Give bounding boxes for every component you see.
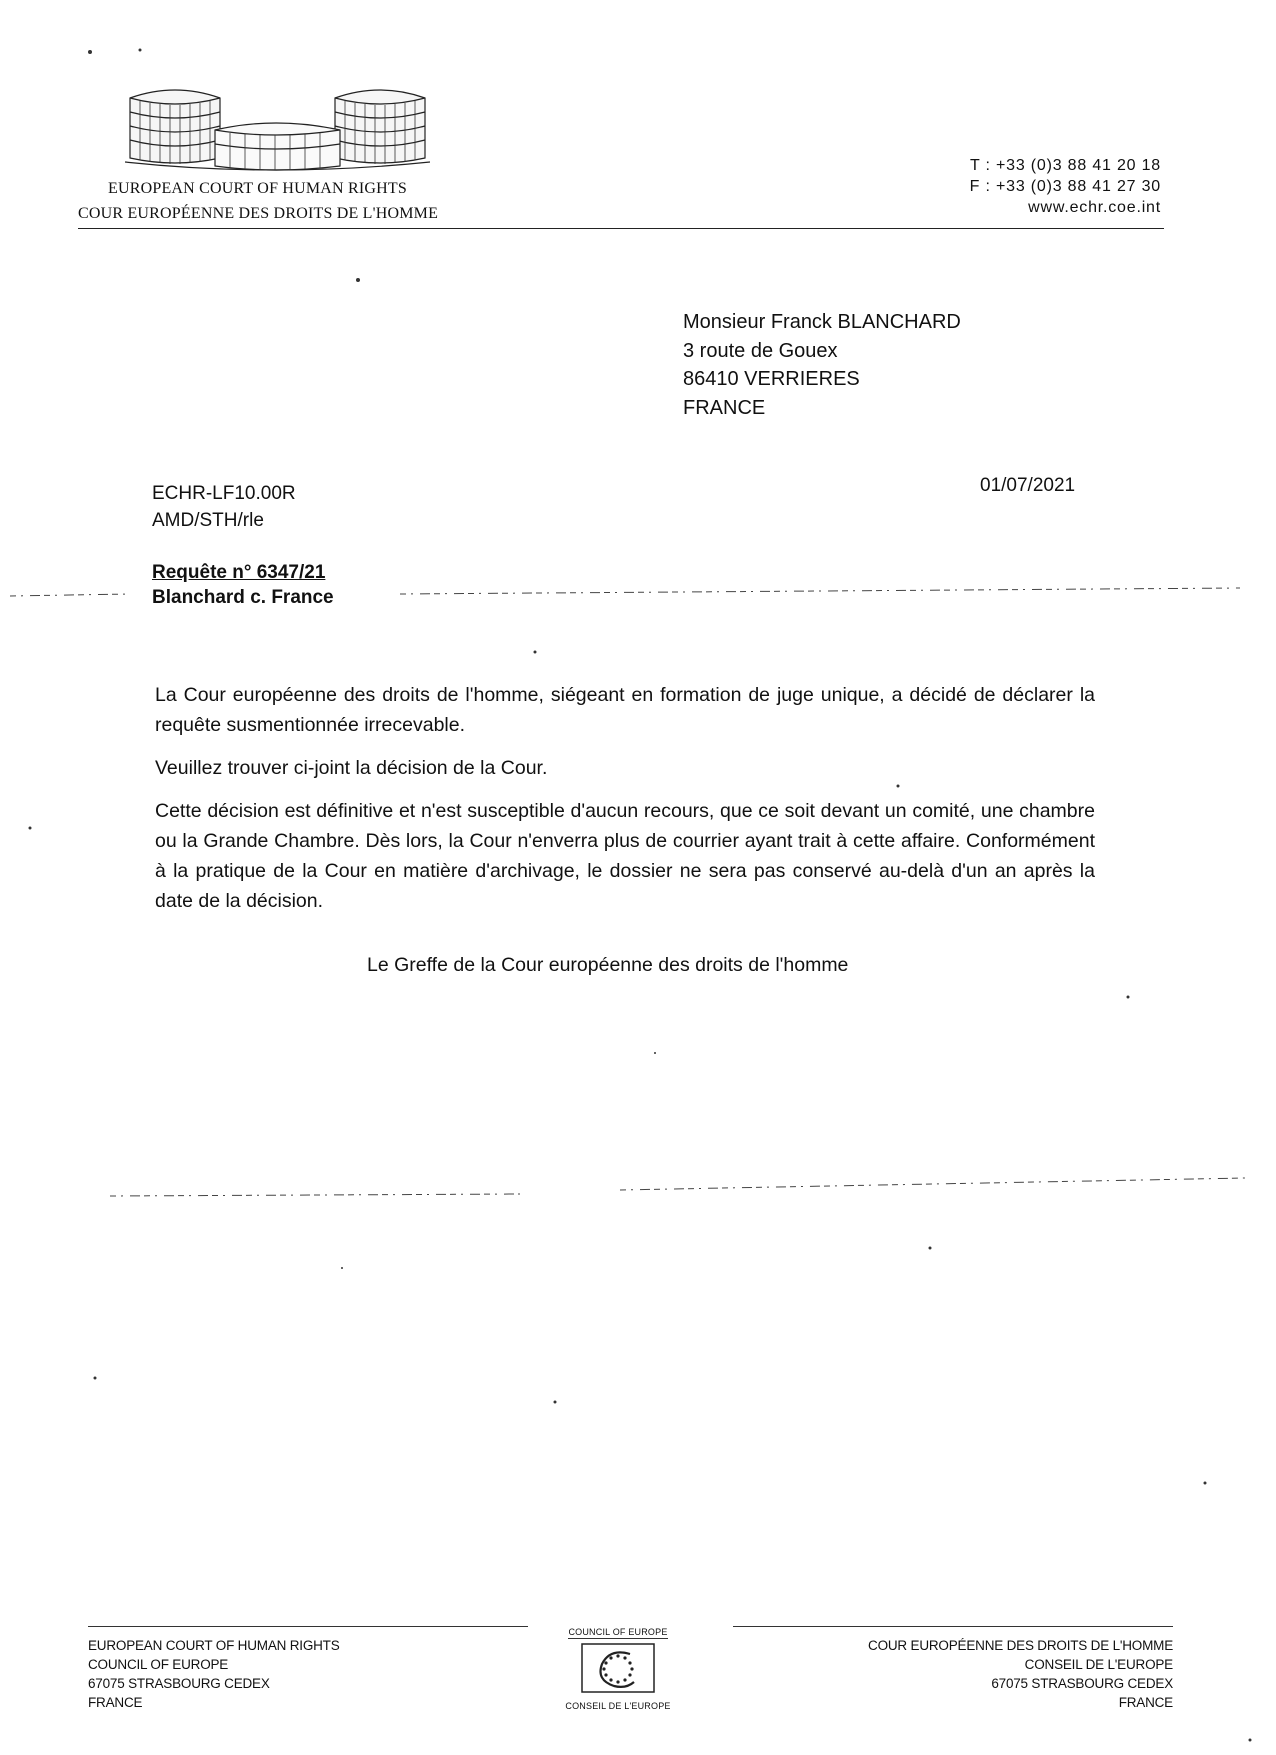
emblem-label-en: COUNCIL OF EUROPE [568,1627,668,1637]
footer-address-en [88,1636,340,1712]
reference-initials: AMD/STH/rle [152,510,264,531]
reference-block [152,480,296,534]
case-title: Blanchard c. France [152,587,334,608]
letter-date: 01/07/2021 [980,475,1076,496]
emblem-label-fr: CONSEIL DE L'EUROPE [565,1701,671,1711]
header-divider [78,228,1164,229]
body-paragraph-2: Veuillez trouver ci-joint la décision de la Cour. [155,757,548,779]
footer-address-fr [868,1636,1173,1712]
footer-en-line-3: 67075 STRASBOURG CEDEX [88,1676,270,1691]
footer-en-line-2: COUNCIL OF EUROPE [88,1657,229,1672]
fax-number: F : +33 (0)3 88 41 27 30 [969,178,1161,195]
signature-line: Le Greffe de la Cour européenne des droits de l'homme [367,954,849,976]
council-of-europe-emblem [562,1622,674,1711]
letter-body [155,680,1095,929]
reference-code: ECHR-LF10.00R [152,483,296,504]
body-paragraph-3: Cette décision est définitive et n'est susceptible d'aucun recours, que ce soit devant un comité, une chambre ou la Grande Chambre. Dès lors, la Cour n'enverra plus de courrier ayant trait à cette affaire. Conformément à la pratique de la Cour en matière d'archivage, le dossier ne sera pas conservé au-delà d'un an après la date de la décision. [155,800,1095,912]
recipient-address [683,308,961,422]
court-name-en: EUROPEAN COURT OF HUMAN RIGHTS [108,180,407,197]
footer-fr-line-3: 67075 STRASBOURG CEDEX [991,1676,1173,1691]
recipient-country: FRANCE [683,396,766,419]
website-link[interactable]: www.echr.coe.int [1028,199,1161,216]
contact-block [970,155,1161,218]
footer-fr-line-4: FRANCE [1118,1695,1173,1710]
recipient-street: 3 route de Gouex [683,339,838,362]
footer-fr-line-2: CONSEIL DE L'EUROPE [1024,1657,1173,1672]
court-name-fr: COUR EUROPÉENNE DES DROITS DE L'HOMME [78,205,439,222]
phone-number: T : +33 (0)3 88 41 20 18 [969,157,1161,174]
footer-en-line-1: EUROPEAN COURT OF HUMAN RIGHTS [88,1638,340,1653]
footer-divider-left [88,1626,528,1627]
recipient-name: Monsieur Franck BLANCHARD [683,311,961,333]
case-heading [152,560,334,610]
footer-fr-line-1: COUR EUROPÉENNE DES DROITS DE L'HOMME [868,1638,1173,1653]
recipient-city: 86410 VERRIERES [683,368,860,390]
council-of-europe-stars-icon [580,1642,656,1694]
court-building-icon [125,78,430,174]
footer-divider-right [733,1626,1173,1627]
case-number: Requête n° 6347/21 [152,562,326,583]
footer-en-line-4: FRANCE [88,1695,143,1710]
body-paragraph-1: La Cour européenne des droits de l'homme, siégeant en formation de juge unique, a décidé de déclarer la requête susmentionnée irrecevable. [155,684,1095,736]
